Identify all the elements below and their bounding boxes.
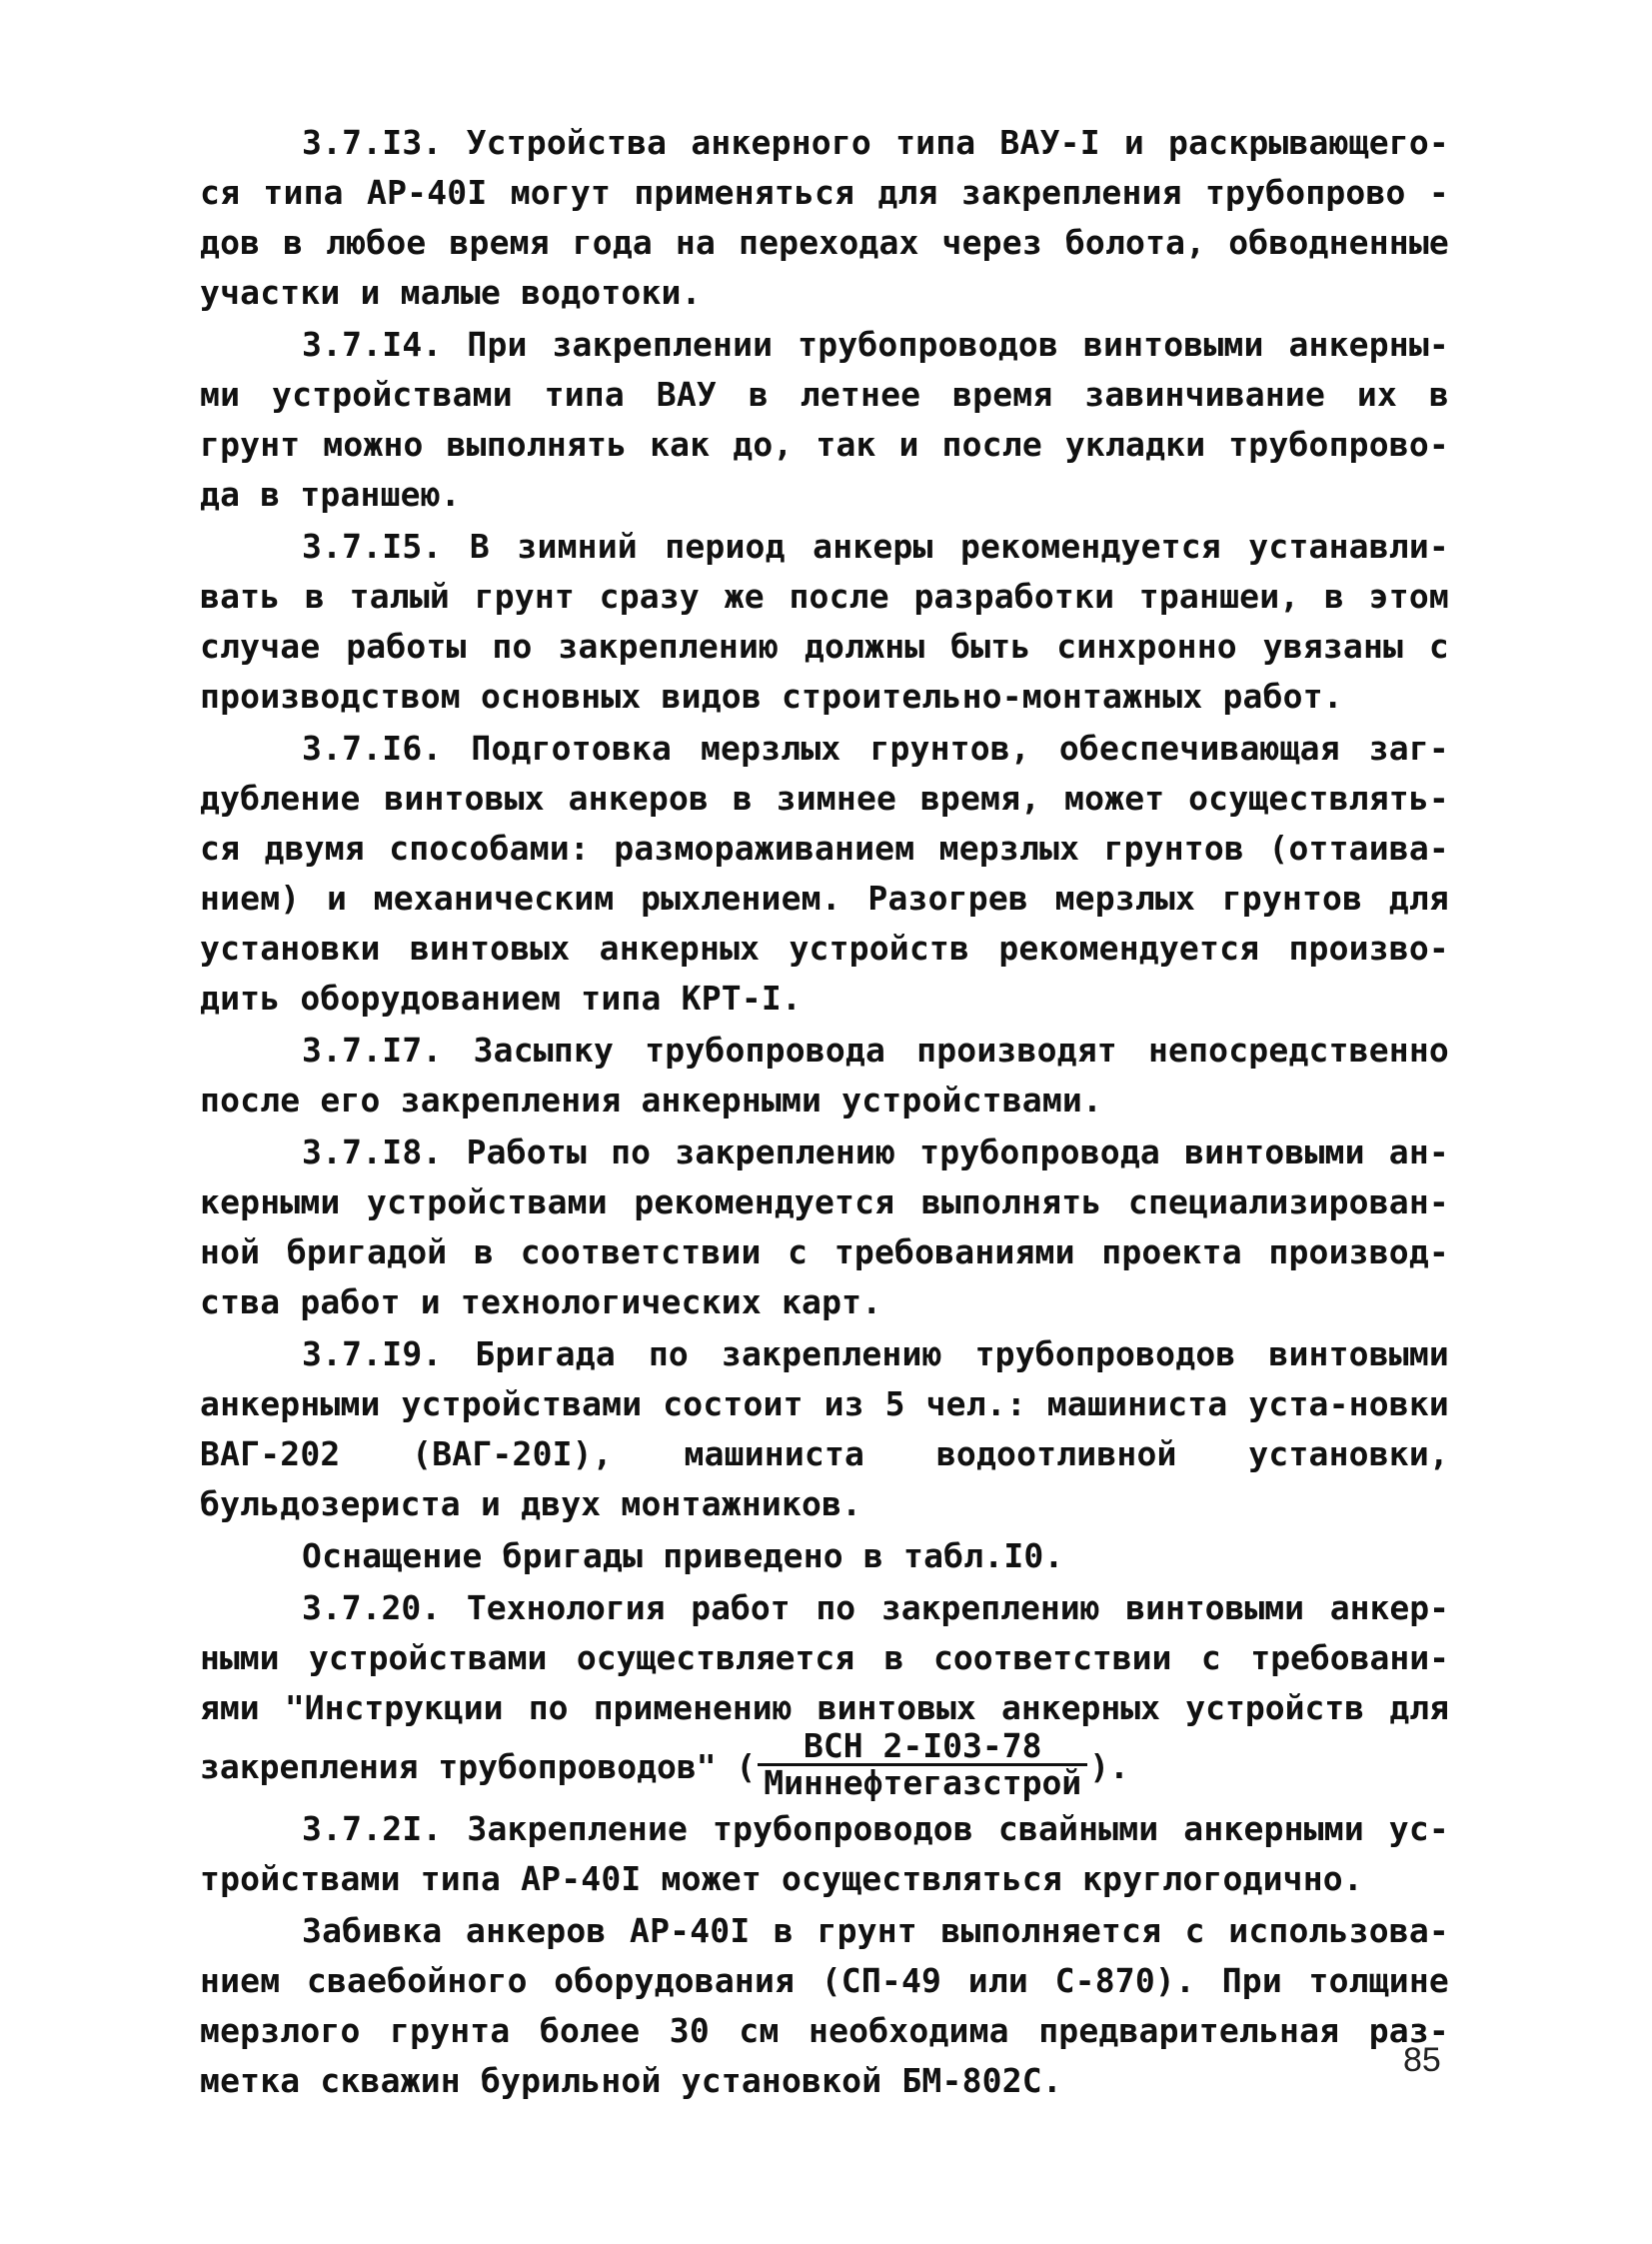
fraction-denominator: Миннефтегазстрой [764,1763,1082,1802]
paragraph-equipment-note: Оснащение бригады приведено в табл.I0. [302,1536,1064,1575]
standard-reference-fraction [758,1726,1087,1802]
paragraph-3-7-20-closing: ). [1089,1747,1129,1786]
paragraph-3-7-13: 3.7.I3. Устройства анкерного типа ВАУ-I и раскрывающего-ся типа АР-40I могут применяться для закрепления трубопрово - дов в любое время года на переходах через болота, обводненные участки и малые водотоки. [200,123,1449,312]
fraction-numerator: ВСН 2-I03-78 [758,1729,1087,1766]
page-number: 85 [1403,2041,1441,2079]
paragraph-3-7-15: 3.7.I5. В зимний период анкеры рекомендуется устанавли-вать в талый грунт сразу же после разработки траншеи, в этом случае работы по закреплению должны быть синхронно увязаны с производством основных видов строительно-монтажных работ. [200,527,1449,716]
paragraph-3-7-21: 3.7.2I. Закрепление трубопроводов свайными анкерными ус-тройствами типа АР-40I может осуществляться круглогодично. [200,1809,1449,1898]
paragraph-3-7-18: 3.7.I8. Работы по закреплению трубопровода винтовыми ан-керными устройствами рекомендуется выполнять специализирован-ной бригадой в соответствии с требованиями проекта производ-ства работ и технологических карт. [200,1132,1449,1321]
paragraph-3-7-20-text: 3.7.20. Технология работ по закреплению винтовыми анкер-ными устройствами осуществляется в соответствии с требовани-ями "Инструкции по применению винтовых анкерных устройств для закрепления трубопроводов" ( [200,1588,1449,1786]
paragraph-3-7-16: 3.7.I6. Подготовка мерзлых грунтов, обеспечивающая заг-дубление винтовых анкеров в зимнее время, может осуществлять-ся двумя способами: размораживанием мерзлых грунтов (оттаива-нием) и механическим рыхлением. Разогрев мерзлых грунтов для установки винтовых анкерных устройств рекомендуется произво-дить оборудованием типа КРТ-I. [200,729,1449,1018]
paragraph-3-7-17: 3.7.I7. Засыпку трубопровода производят непосредственно после его закрепления анкерными устройствами. [200,1031,1449,1120]
paragraph-3-7-20 [200,1583,1449,1804]
paragraph-driving-anchors: Забивка анкеров АР-40I в грунт выполняется с использова-нием сваебойного оборудования (СП-49 или С-870). При толщине мерзлого грунта более 30 см необходима предварительная раз-метка скважин бурильной установкой БМ-802С. [200,1911,1449,2100]
paragraph-3-7-14: 3.7.I4. При закреплении трубопроводов винтовыми анкерны-ми устройствами типа ВАУ в летнее время завинчивание их в грунт можно выполнять как до, так и после укладки трубопрово-да в траншею. [200,325,1449,514]
document-body [200,118,1449,2108]
paragraph-3-7-19: 3.7.I9. Бригада по закреплению трубопроводов винтовыми анкерными устройствами состоит из 5 чел.: машиниста уста-новки ВАГ-202 (ВАГ-20I), машиниста водоотливной установки, бульдозериста и двух монтажников. [200,1334,1449,1523]
